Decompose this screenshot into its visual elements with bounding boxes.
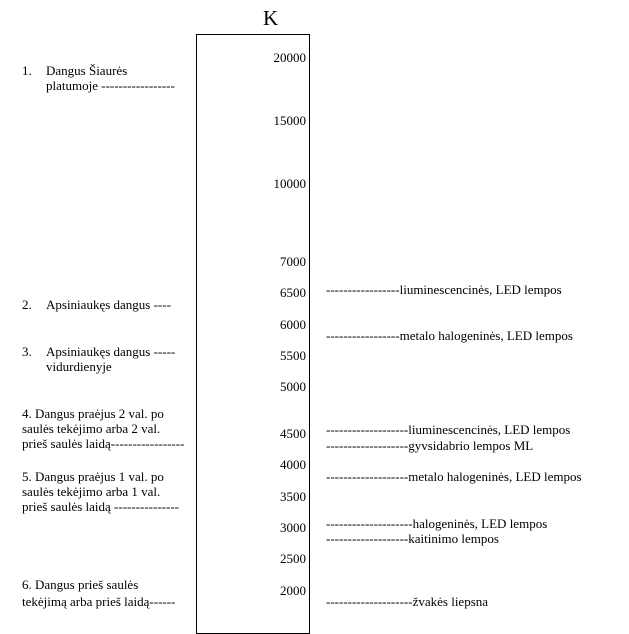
item-1-line-2: platumoje ----------------- [46, 78, 175, 93]
item-5-line-2: saulės tekėjimo arba 1 val. [22, 484, 161, 499]
item-3-number: 3. [22, 344, 32, 359]
scale-tick-6000: 6000 [280, 317, 306, 332]
item-3-line-2: vidurdienyje [46, 359, 112, 374]
item-1-line-1: Dangus Šiaurės [46, 63, 128, 78]
item-6-line-1: 6. Dangus prieš saulės [22, 577, 139, 592]
light-source-fluorescent-led-1: -----------------liuminescencinės, LED lempos [326, 282, 562, 297]
unit-label: K [263, 6, 279, 30]
scale-tick-7000: 7000 [280, 254, 306, 269]
item-4-line-1: 4. Dangus praėjus 2 val. po [22, 406, 164, 421]
light-source-incandescent: -------------------kaitinimo lempos [326, 531, 499, 546]
light-source-mercury-ml: -------------------gyvsidabrio lempos ML [326, 438, 534, 453]
item-4-line-3: prieš saulės laidą----------------- [22, 436, 185, 451]
scale-tick-6500: 6500 [280, 285, 306, 300]
scale-tick-3500: 3500 [280, 489, 306, 504]
item-6-line-2: tekėjimą arba prieš laidą------ [22, 594, 176, 609]
scale-tick-5500: 5500 [280, 348, 306, 363]
scale-tick-20000: 20000 [273, 50, 306, 65]
scale-tick-15000: 15000 [273, 113, 306, 128]
scale-tick-4000: 4000 [280, 457, 306, 472]
light-source-metal-halide-led-1: -----------------metalo halogeninės, LED lempos [326, 328, 573, 343]
item-5-line-1: 5. Dangus praėjus 1 val. po [22, 469, 164, 484]
light-source-candle-flame: --------------------žvakės liepsna [326, 594, 489, 609]
item-4-line-2: saulės tekėjimo arba 2 val. [22, 421, 161, 436]
item-3-line-1: Apsiniaukęs dangus ----- [46, 344, 176, 359]
item-2-number: 2. [22, 297, 32, 312]
item-5-line-3: prieš saulės laidą --------------- [22, 499, 179, 514]
scale-tick-2500: 2500 [280, 551, 306, 566]
scale-tick-10000: 10000 [273, 176, 306, 191]
light-source-metal-halide-led-2: -------------------metalo halogeninės, LED lempos [326, 469, 582, 484]
light-source-fluorescent-led-2: -------------------liuminescencinės, LED lempos [326, 422, 571, 437]
item-2-line-1: Apsiniaukęs dangus ---- [46, 297, 171, 312]
scale-tick-4500: 4500 [280, 426, 306, 441]
scale-tick-2000: 2000 [280, 583, 306, 598]
scale-tick-3000: 3000 [280, 520, 306, 535]
item-1-number: 1. [22, 63, 32, 78]
light-source-halogen-led: --------------------halogeninės, LED lempos [326, 516, 548, 531]
scale-tick-5000: 5000 [280, 379, 306, 394]
